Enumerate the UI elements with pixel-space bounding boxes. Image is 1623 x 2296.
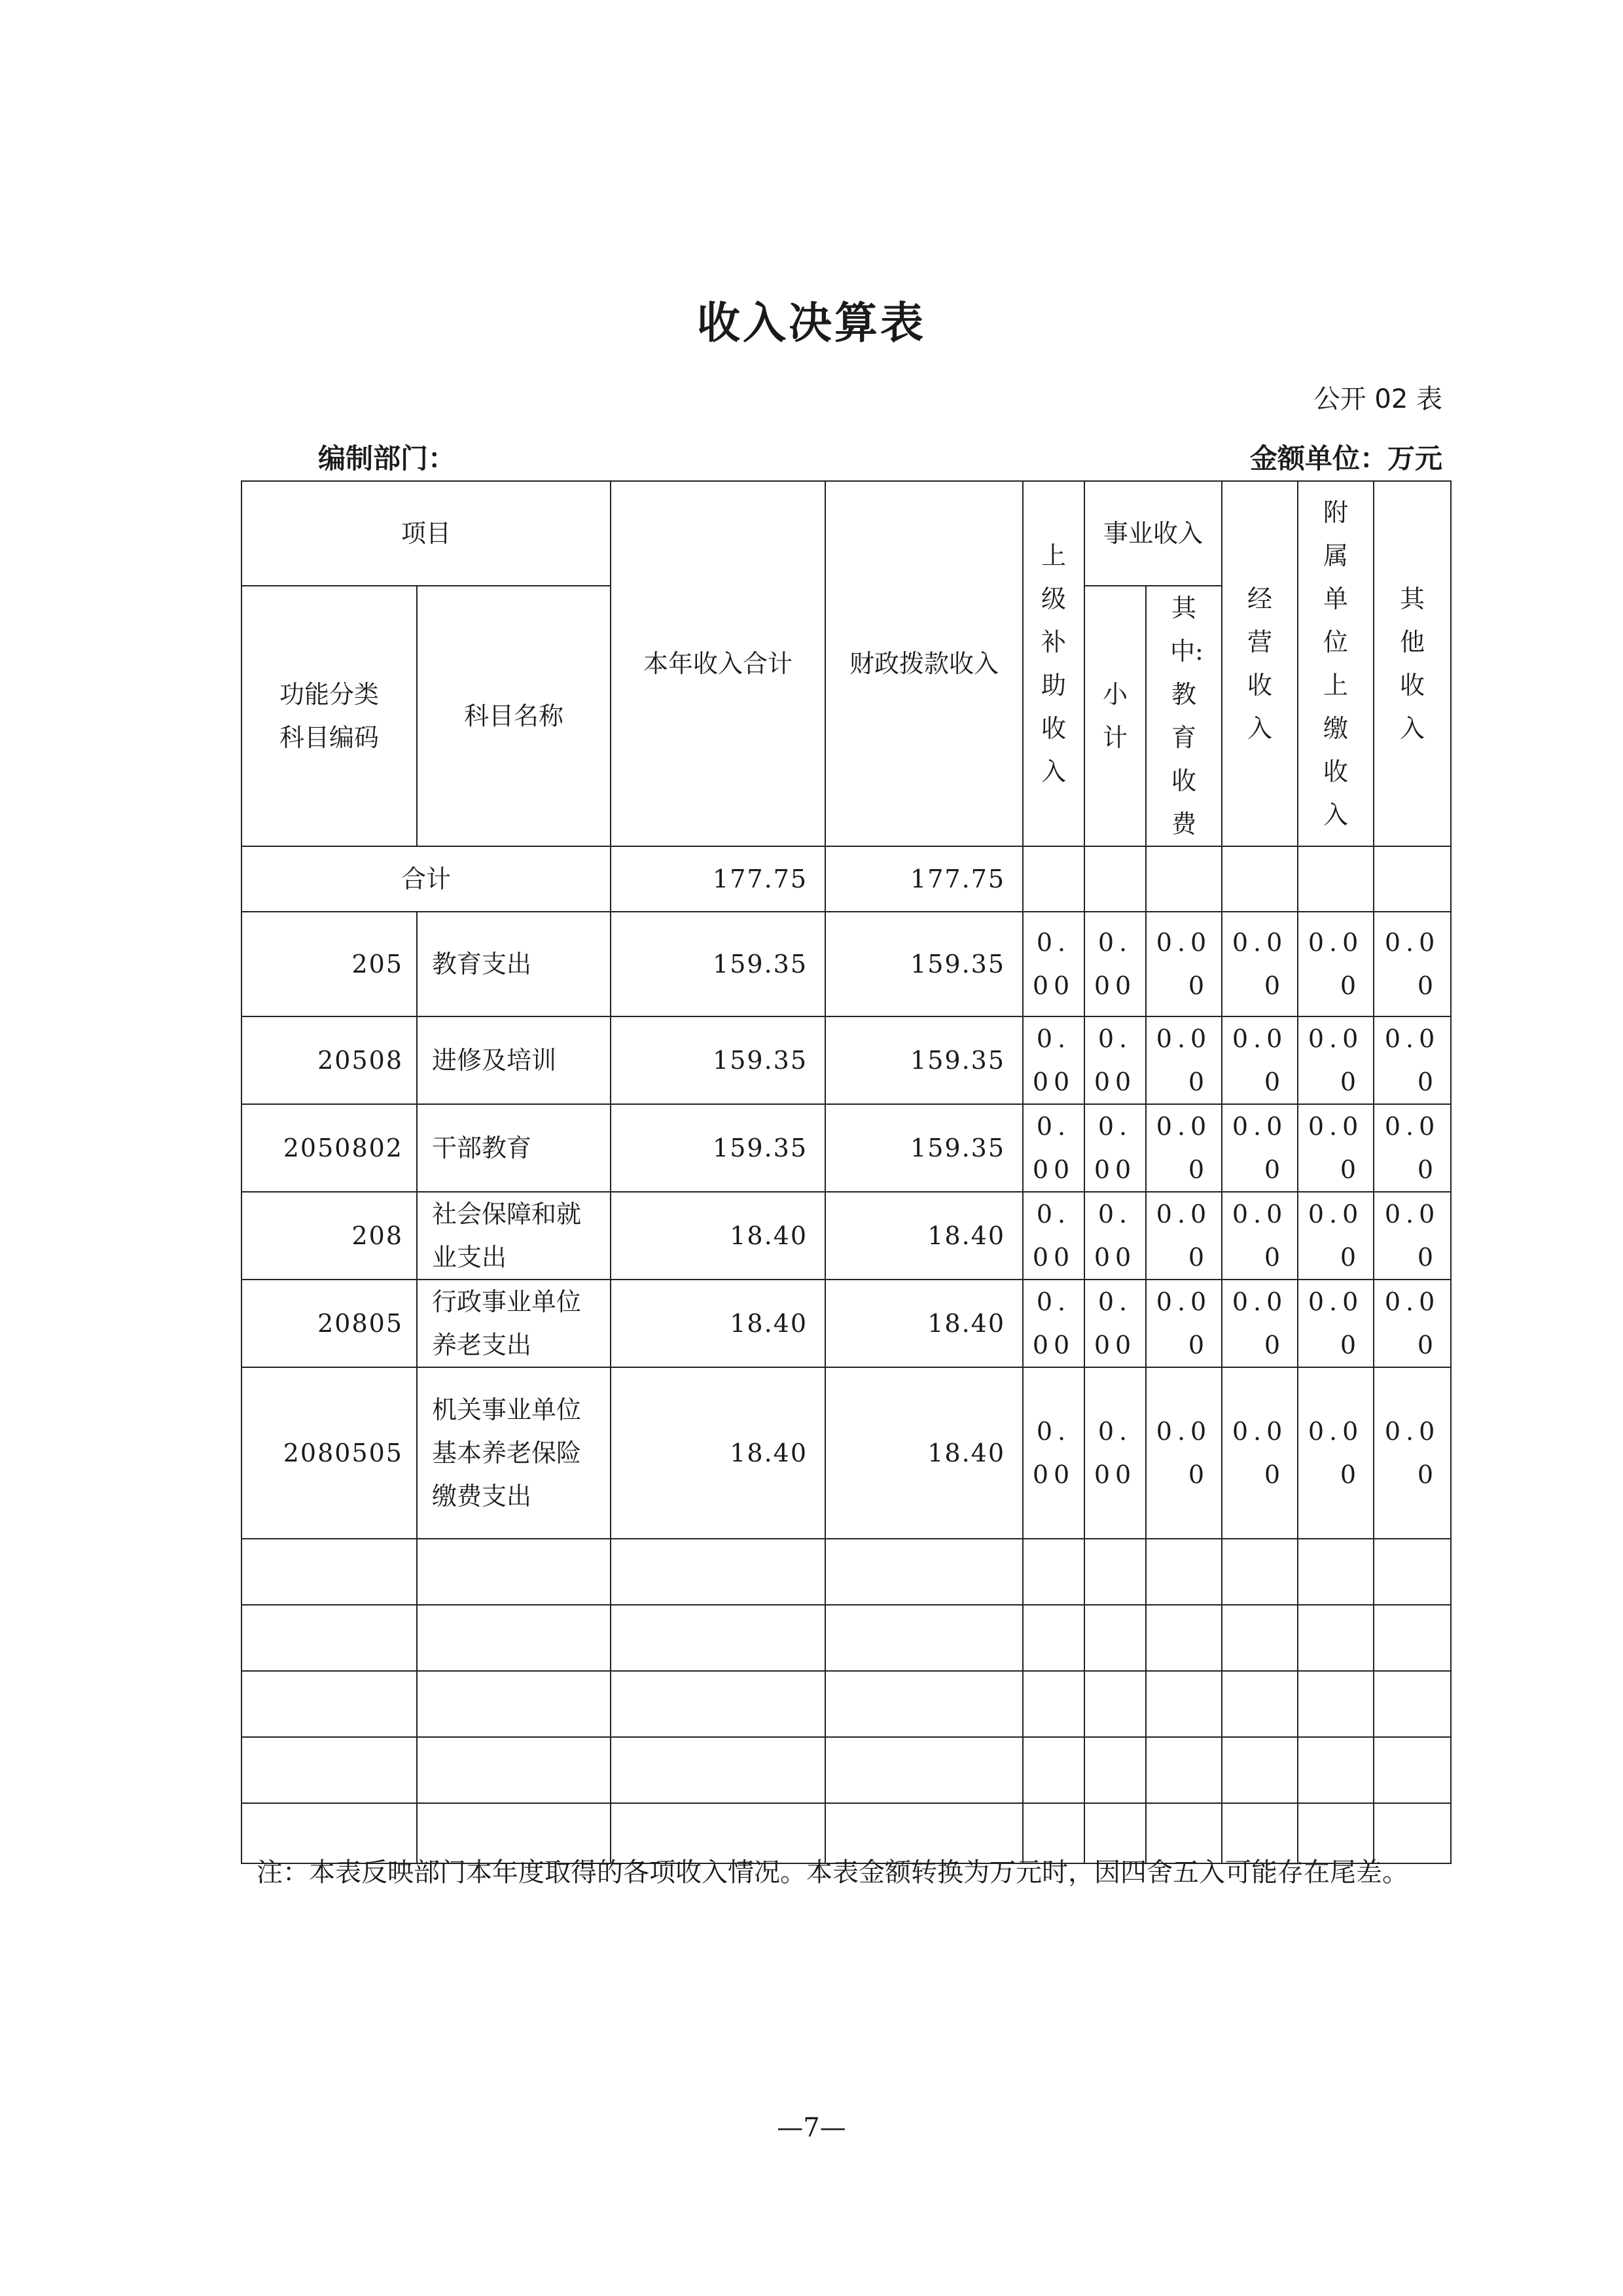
row-code: 205 — [241, 912, 417, 1016]
row-fiscal: 18.40 — [825, 1367, 1023, 1539]
row-other: 0.0 0 — [1374, 912, 1451, 1016]
empty-row — [241, 1539, 1451, 1605]
row-name: 干部教育 — [417, 1104, 611, 1192]
header-affiliated: 附属单位上缴收入 — [1298, 481, 1374, 846]
row-other: 0.0 0 — [1374, 1367, 1451, 1539]
header-fiscal: 财政拨款收入 — [825, 481, 1023, 846]
row-name: 行政事业单位养老支出 — [417, 1280, 611, 1367]
header-total: 本年收入合计 — [611, 481, 825, 846]
row-operating: 0.0 0 — [1222, 1280, 1298, 1367]
empty-row — [241, 1737, 1451, 1803]
table-row — [241, 1367, 1451, 1539]
header-other: 其他收入 — [1374, 481, 1451, 846]
row-total: 18.40 — [611, 1192, 825, 1280]
row-name: 机关事业单位基本养老保险缴费支出 — [417, 1367, 611, 1539]
row-superior: 0. 00 — [1023, 912, 1084, 1016]
empty-row — [241, 1605, 1451, 1671]
header-subject-name: 科目名称 — [417, 586, 611, 846]
table-row — [241, 912, 1451, 1016]
header-business-subtotal: 小计 — [1084, 586, 1146, 846]
row-total: 18.40 — [611, 1280, 825, 1367]
row-superior: 0. 00 — [1023, 1367, 1084, 1539]
total-label: 合计 — [241, 846, 611, 912]
row-business-edu: 0.0 0 — [1146, 1016, 1222, 1104]
header-operating: 经营收入 — [1222, 481, 1298, 846]
row-operating: 0.0 0 — [1222, 1016, 1298, 1104]
row-fiscal: 18.40 — [825, 1192, 1023, 1280]
row-superior: 0. 00 — [1023, 1192, 1084, 1280]
row-affiliated: 0.0 0 — [1298, 1192, 1374, 1280]
unit-label: 金额单位：万元 — [1249, 442, 1442, 475]
header-item: 项目 — [241, 481, 611, 586]
row-other: 0.0 0 — [1374, 1016, 1451, 1104]
row-operating: 0.0 0 — [1222, 1104, 1298, 1192]
row-code: 208 — [241, 1192, 417, 1280]
row-business-edu: 0.0 0 — [1146, 1104, 1222, 1192]
header-business: 事业收入 — [1084, 481, 1222, 586]
table-row — [241, 1280, 1451, 1367]
row-business-edu: 0.0 0 — [1146, 1367, 1222, 1539]
row-fiscal: 159.35 — [825, 1016, 1023, 1104]
row-business-subtotal: 0. 00 — [1084, 1280, 1146, 1367]
row-total: 159.35 — [611, 912, 825, 1016]
row-total: 18.40 — [611, 1367, 825, 1539]
row-affiliated: 0.0 0 — [1298, 1104, 1374, 1192]
total-fiscal: 177.75 — [825, 846, 1023, 912]
row-other: 0.0 0 — [1374, 1280, 1451, 1367]
row-affiliated: 0.0 0 — [1298, 1016, 1374, 1104]
total-amount: 177.75 — [611, 846, 825, 912]
row-business-subtotal: 0. 00 — [1084, 1192, 1146, 1280]
row-code: 20805 — [241, 1280, 417, 1367]
row-total: 159.35 — [611, 1016, 825, 1104]
row-superior: 0. 00 — [1023, 1104, 1084, 1192]
row-operating: 0.0 0 — [1222, 1367, 1298, 1539]
department-label: 编制部门： — [318, 442, 456, 475]
income-table — [241, 480, 1452, 1864]
row-total: 159.35 — [611, 1104, 825, 1192]
row-business-edu: 0.0 0 — [1146, 912, 1222, 1016]
header-func-code: 功能分类科目编码 — [241, 586, 417, 846]
row-code: 2080505 — [241, 1367, 417, 1539]
row-business-subtotal: 0. 00 — [1084, 912, 1146, 1016]
row-business-subtotal: 0. 00 — [1084, 1016, 1146, 1104]
row-affiliated: 0.0 0 — [1298, 1280, 1374, 1367]
row-name: 社会保障和就业支出 — [417, 1192, 611, 1280]
row-affiliated: 0.0 0 — [1298, 912, 1374, 1016]
table-row-total — [241, 846, 1451, 912]
row-name: 教育支出 — [417, 912, 611, 1016]
header-business-edu: 其中:教育收费 — [1146, 586, 1222, 846]
table-row — [241, 1104, 1451, 1192]
row-operating: 0.0 0 — [1222, 1192, 1298, 1280]
table-note: 注：本表反映部门本年度取得的各项收入情况。本表金额转换为万元时，因四舍五入可能存在尾差。 — [257, 1857, 1408, 1888]
row-superior: 0. 00 — [1023, 1280, 1084, 1367]
row-business-subtotal: 0. 00 — [1084, 1104, 1146, 1192]
row-fiscal: 159.35 — [825, 1104, 1023, 1192]
row-fiscal: 159.35 — [825, 912, 1023, 1016]
empty-row — [241, 1671, 1451, 1737]
row-other: 0.0 0 — [1374, 1104, 1451, 1192]
row-operating: 0.0 0 — [1222, 912, 1298, 1016]
row-business-edu: 0.0 0 — [1146, 1192, 1222, 1280]
row-affiliated: 0.0 0 — [1298, 1367, 1374, 1539]
page-title: 收入决算表 — [697, 298, 926, 348]
table-row — [241, 1192, 1451, 1280]
form-number: 公开 02 表 — [1313, 384, 1442, 414]
page-number: —7— — [777, 2113, 846, 2143]
row-code: 2050802 — [241, 1104, 417, 1192]
header-superior: 上级补助收入 — [1023, 481, 1084, 846]
row-fiscal: 18.40 — [825, 1280, 1023, 1367]
row-superior: 0. 00 — [1023, 1016, 1084, 1104]
row-name: 进修及培训 — [417, 1016, 611, 1104]
row-business-edu: 0.0 0 — [1146, 1280, 1222, 1367]
row-business-subtotal: 0. 00 — [1084, 1367, 1146, 1539]
table-row — [241, 1016, 1451, 1104]
row-code: 20508 — [241, 1016, 417, 1104]
row-other: 0.0 0 — [1374, 1192, 1451, 1280]
